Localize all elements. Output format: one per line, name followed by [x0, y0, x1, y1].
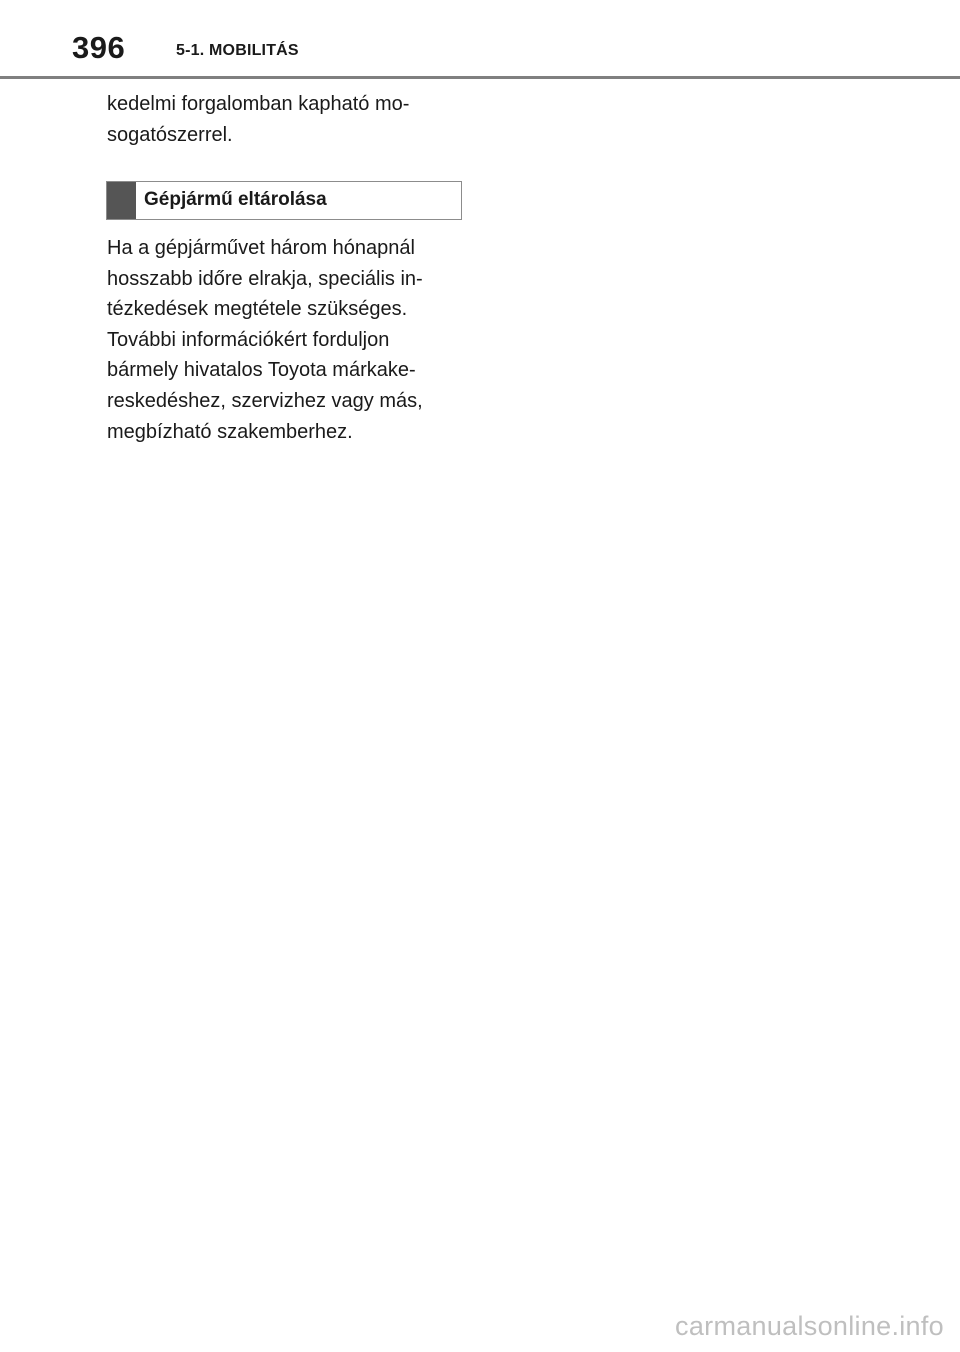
header-divider	[0, 76, 960, 79]
subheading-title: Gépjármű eltárolása	[144, 189, 327, 210]
subheading-box	[106, 181, 462, 220]
subheading-marker	[107, 182, 136, 219]
page-number: 396	[72, 30, 126, 65]
section-title: 5-1. MOBILITÁS	[176, 42, 299, 59]
watermark: carmanualsonline.info	[675, 1311, 944, 1341]
body-paragraph-continued: kedelmi forgalomban kapható mo- sogatószerrel.	[107, 93, 410, 146]
body-paragraph-storage: Ha a gépjárművet három hónapnál hosszabb időre elrakja, speciális in- tézkedések megtétele szükséges. További információkért forduljon bármely hivatalos Toyota márkake- reskedéshez, szervizhez vagy más, megbízható szakemberhez.	[107, 237, 423, 443]
